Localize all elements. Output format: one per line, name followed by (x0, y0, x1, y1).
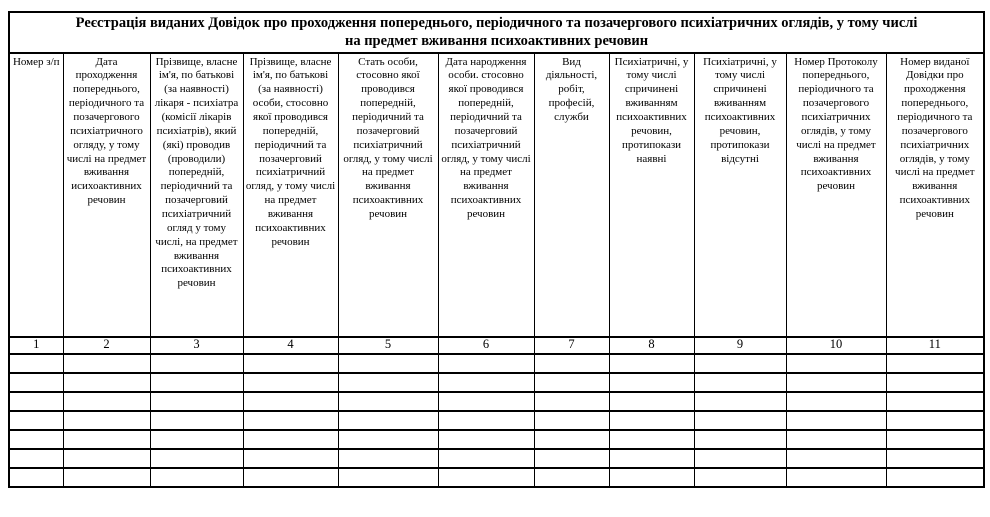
table-row (9, 411, 984, 430)
column-number: 7 (534, 337, 609, 354)
column-header-serial-number: Номер з/п (9, 53, 63, 337)
column-number-row (9, 337, 984, 354)
empty-cell (9, 468, 63, 487)
empty-cell (886, 392, 984, 411)
empty-cell (438, 373, 534, 392)
table-body (9, 354, 984, 487)
column-number: 2 (63, 337, 150, 354)
empty-cell (150, 411, 243, 430)
empty-cell (243, 373, 338, 392)
empty-cell (63, 373, 150, 392)
table-header-row (9, 53, 984, 337)
empty-cell (786, 354, 886, 373)
empty-cell (886, 411, 984, 430)
empty-cell (786, 411, 886, 430)
empty-cell (786, 373, 886, 392)
empty-cell (9, 449, 63, 468)
column-header-psychiatrist-name: Прізвище, власне ім'я, по батькові (за наявності) лікаря - психіатра (комісії лікарів психіатрів), який (які) проводив (проводили) попередній, періодичний та позачерговий психіатричний огляд у тому числі, на предмет вживання психоактивних речовин (150, 53, 243, 337)
empty-cell (338, 468, 438, 487)
column-header-person-birthdate: Дата народження особи. стосовно якої проводився попередній, періодичний та позачерговий психіатричний огляд, у тому числі на предмет вживання психоактивних речовин (438, 53, 534, 337)
empty-cell (534, 373, 609, 392)
empty-cell (438, 354, 534, 373)
column-number: 11 (886, 337, 984, 354)
empty-cell (694, 468, 786, 487)
empty-cell (150, 354, 243, 373)
empty-cell (438, 449, 534, 468)
empty-cell (63, 468, 150, 487)
table-row (9, 449, 984, 468)
empty-cell (609, 430, 694, 449)
empty-cell (243, 468, 338, 487)
column-header-contraindications-present: Психіатричні, у тому числі спричинені вживанням психоактивних речовин, протипокази наявні (609, 53, 694, 337)
column-number: 5 (338, 337, 438, 354)
empty-cell (438, 392, 534, 411)
empty-cell (786, 468, 886, 487)
column-header-certificate-number: Номер виданої Довідки про проходження попереднього, періодичного та позачергового психіатричних оглядів, у тому числі на предмет вживання психоактивних речовин (886, 53, 984, 337)
empty-cell (63, 449, 150, 468)
empty-cell (438, 411, 534, 430)
empty-cell (438, 468, 534, 487)
empty-cell (150, 468, 243, 487)
empty-cell (150, 373, 243, 392)
empty-cell (9, 430, 63, 449)
empty-cell (338, 354, 438, 373)
empty-cell (338, 411, 438, 430)
empty-cell (694, 373, 786, 392)
column-header-contraindications-absent: Психіатричні, у тому числі спричинені вживанням психоактивних речовин, протипокази відсутні (694, 53, 786, 337)
column-header-protocol-number: Номер Протоколу попереднього, періодичного та позачергового психіатричних оглядів, у тому числі на предмет вживання психоактивних речовин (786, 53, 886, 337)
table-title-line1: Реєстрація виданих Довідок про проходження попереднього, періодичного та позачергового психіатричних оглядів, у тому числі (75, 15, 918, 31)
empty-cell (9, 411, 63, 430)
table-title-row (9, 12, 984, 53)
empty-cell (534, 449, 609, 468)
empty-cell (63, 354, 150, 373)
empty-cell (534, 354, 609, 373)
column-header-exam-date: Дата проходження попереднього, періодичного та позачергового психіатричного огляду, у тому числі на предмет вживання исихоактивних речовин (63, 53, 150, 337)
empty-cell (609, 411, 694, 430)
empty-cell (338, 449, 438, 468)
column-header-person-sex: Стать особи, стосовно якої проводився попередній, періодичний та позачерговий психіатричний огляд, у тому числі на предмет вживання психоактивних речовин (338, 53, 438, 337)
column-number: 1 (9, 337, 63, 354)
empty-cell (534, 392, 609, 411)
empty-cell (886, 373, 984, 392)
empty-cell (886, 449, 984, 468)
empty-cell (150, 449, 243, 468)
empty-cell (338, 392, 438, 411)
column-number: 8 (609, 337, 694, 354)
empty-cell (243, 449, 338, 468)
empty-cell (786, 449, 886, 468)
empty-cell (243, 430, 338, 449)
column-number: 6 (438, 337, 534, 354)
table-title-line2: на предмет вживання психоактивних речовин (344, 33, 649, 50)
empty-cell (9, 392, 63, 411)
empty-cell (63, 430, 150, 449)
empty-cell (609, 373, 694, 392)
empty-cell (438, 430, 534, 449)
empty-cell (694, 449, 786, 468)
empty-cell (609, 449, 694, 468)
empty-cell (886, 354, 984, 373)
empty-cell (534, 430, 609, 449)
table-title (9, 12, 984, 53)
empty-cell (886, 430, 984, 449)
column-number: 3 (150, 337, 243, 354)
registration-table (8, 11, 985, 488)
empty-cell (243, 354, 338, 373)
empty-cell (243, 392, 338, 411)
empty-cell (694, 430, 786, 449)
empty-cell (150, 392, 243, 411)
empty-cell (150, 430, 243, 449)
empty-cell (609, 468, 694, 487)
empty-cell (786, 392, 886, 411)
column-header-person-name: Прізвище, власне ім'я, по батькові (за наявності) особи, стосовно якої проводився попередній, періодичний та позачерговий психіатричний огляд, у тому числі на предмет вживання психоактивних речовин (243, 53, 338, 337)
empty-cell (609, 392, 694, 411)
column-number: 9 (694, 337, 786, 354)
table-row (9, 373, 984, 392)
table-row (9, 392, 984, 411)
empty-cell (694, 392, 786, 411)
empty-cell (886, 468, 984, 487)
empty-cell (63, 411, 150, 430)
empty-cell (338, 430, 438, 449)
empty-cell (609, 354, 694, 373)
column-number: 4 (243, 337, 338, 354)
empty-cell (534, 411, 609, 430)
empty-cell (694, 354, 786, 373)
table-row (9, 468, 984, 487)
empty-cell (9, 373, 63, 392)
empty-cell (694, 411, 786, 430)
empty-cell (243, 411, 338, 430)
empty-cell (534, 468, 609, 487)
table-row (9, 354, 984, 373)
table-row (9, 430, 984, 449)
empty-cell (338, 373, 438, 392)
empty-cell (63, 392, 150, 411)
column-header-activity-type: Вид діяльності, робіт, професій, служби (534, 53, 609, 337)
empty-cell (9, 354, 63, 373)
empty-cell (786, 430, 886, 449)
column-number: 10 (786, 337, 886, 354)
